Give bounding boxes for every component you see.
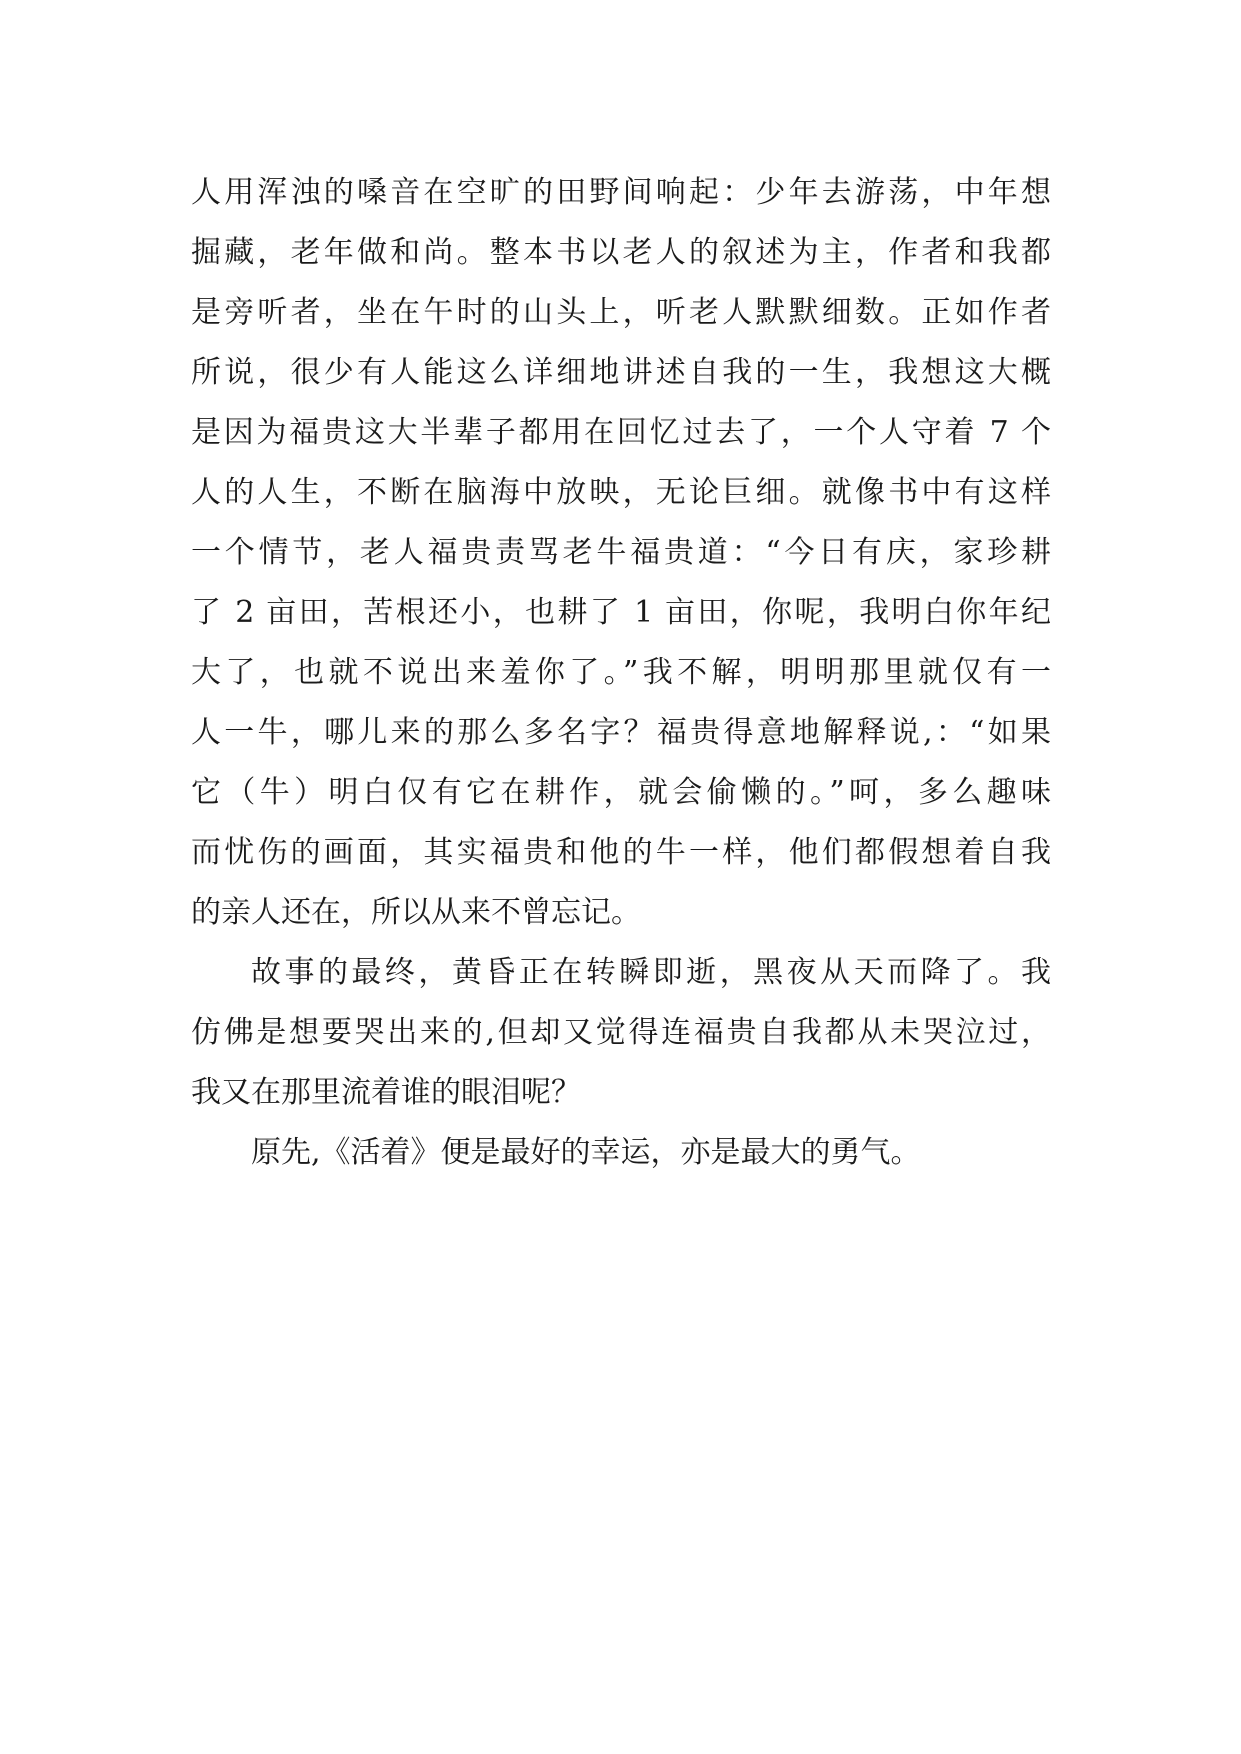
text-line: 而忧伤的画面，其实福贵和他的牛一样，他们都假想着自我 xyxy=(191,835,1051,870)
text-line: 所说，很少有人能这么详细地讲述自我的一生，我想这大概 xyxy=(191,355,1051,390)
text-line: 大了，也就不说出来羞你了。”我不解，明明那里就仅有一 xyxy=(191,655,1051,690)
paragraph-1 xyxy=(191,163,1051,943)
text-line: 是因为福贵这大半辈子都用在回忆过去了，一个人守着 7 个 xyxy=(191,415,1051,450)
text-line: 人用浑浊的嗓音在空旷的田野间响起：少年去游荡，中年想 xyxy=(191,175,1051,210)
body-text xyxy=(191,163,1051,1183)
text-line: 故事的最终，黄昏正在转瞬即逝，黑夜从天而降了。我 xyxy=(251,955,1051,990)
text-line: 仿佛是想要哭出来的,但却又觉得连福贵自我都从未哭泣过， xyxy=(191,1015,1051,1050)
text-line: 的亲人还在，所以从来不曾忘记。 xyxy=(191,895,641,930)
paragraph-2 xyxy=(191,943,1051,1123)
text-line: 了 2 亩田，苦根还小，也耕了 1 亩田，你呢，我明白你年纪 xyxy=(191,595,1051,630)
text-line: 我又在那里流着谁的眼泪呢？ xyxy=(191,1075,581,1110)
text-line: 掘藏，老年做和尚。整本书以老人的叙述为主，作者和我都 xyxy=(191,235,1051,270)
text-line: 一个情节，老人福贵责骂老牛福贵道：“今日有庆，家珍耕 xyxy=(191,535,1051,570)
text-line: 是旁听者，坐在午时的山头上，听老人默默细数。正如作者 xyxy=(191,295,1051,330)
text-line: 人一牛，哪儿来的那么多名字？福贵得意地解释说,：“如果 xyxy=(191,715,1051,750)
text-line: 它（牛）明白仅有它在耕作，就会偷懒的。”呵，多么趣味 xyxy=(191,775,1051,810)
text-line: 原先,《活着》便是最好的幸运，亦是最大的勇气。 xyxy=(251,1135,921,1170)
paragraph-3 xyxy=(191,1123,1051,1183)
text-line: 人的人生，不断在脑海中放映，无论巨细。就像书中有这样 xyxy=(191,475,1051,510)
